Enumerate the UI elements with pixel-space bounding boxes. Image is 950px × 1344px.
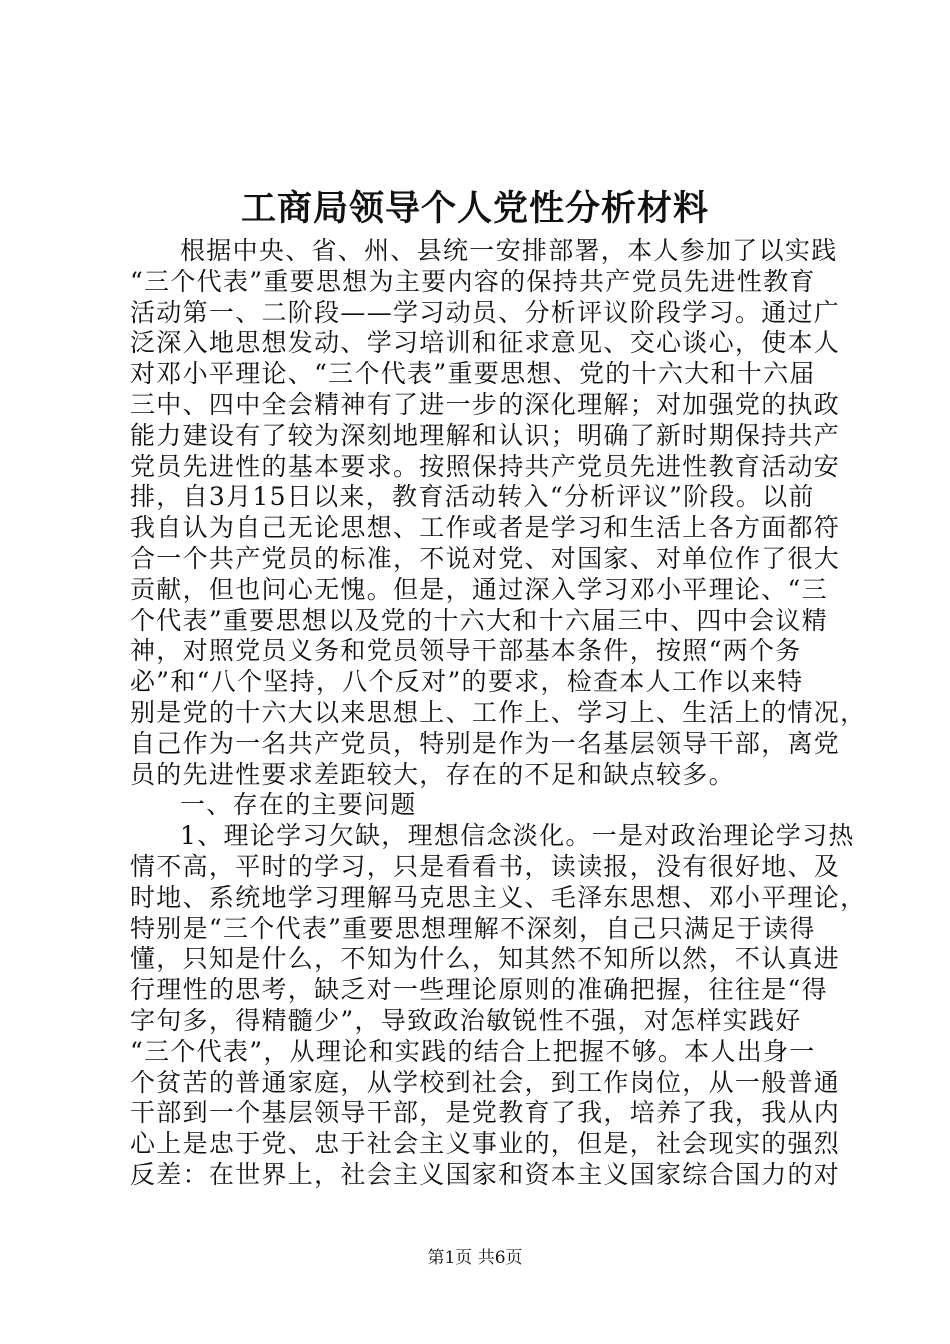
paragraph-line: 必”和“八个坚持，八个反对”的要求，检查本人工作以来特 (130, 667, 804, 697)
paragraph-line: 情不高，平时的学习，只是看看书，读读报，没有很好地、及 (130, 851, 841, 881)
paragraph-line: 自己作为一名共产党员，特别是作为一名基层领导干部，离党 (130, 728, 841, 758)
paragraph-line: 字句多，得精髓少”，导致政治敏锐性不强，对怎样实践好 (130, 1005, 802, 1035)
paragraph-line: 合一个共产党员的标准，不说对党、对国家、对单位作了很大 (130, 543, 841, 573)
paragraph-line: 神，对照党员义务和党员领导干部基本条件，按照“两个务 (130, 636, 802, 666)
paragraph-line: 1、理论学习欠缺，理想信念淡化。一是对政治理论学习热 (180, 821, 855, 851)
paragraph-line: 排，自3月15日以来，教育活动转入“分析评议”阶段。以前 (130, 482, 815, 512)
paragraph-line: 心上是忠于党、忠于社会主义事业的，但是，社会现实的强烈 (130, 1129, 841, 1159)
paragraph-line: 我自认为自己无论思想、工作或者是学习和生活上各方面都符 (130, 513, 841, 543)
paragraph-line: 对邓小平理论、“三个代表”重要思想、党的十六大和十六届 (130, 359, 816, 389)
document-body (130, 236, 867, 1191)
paragraph-line: 活动第一、二阶段——学习动员、分析评议阶段学习。通过广 (130, 297, 841, 327)
paragraph-line: 员的先进性要求差距较大，存在的不足和缺点较多。 (130, 759, 735, 789)
paragraph-line: 根据中央、省、州、县统一安排部署，本人参加了以实践 (180, 236, 838, 265)
paragraph-line: 反差：在世界上，社会主义国家和资本主义国家综合国力的对 (130, 1159, 841, 1189)
page-footer: 第1页 共6页 (427, 1248, 523, 1268)
paragraph-line: “三个代表”，从理论和实践的结合上把握不够。本人出身一 (130, 1036, 816, 1066)
paragraph-line: 泛深入地思想发动、学习培训和征求意见、交心谈心，使本人 (130, 328, 841, 358)
paragraph-line: 行理性的思考，缺乏对一些理论原则的准确把握，往往是“得 (130, 975, 828, 1005)
paragraph-line: 懂，只知是什么，不知为什么，知其然不知所以然，不认真进 (130, 944, 841, 974)
paragraph-line: 个代表”重要思想以及党的十六大和十六届三中、四中会议精 (130, 605, 828, 635)
paragraph-line: 时地、系统地学习理解马克思主义、毛泽东思想、邓小平理论， (130, 882, 867, 912)
paragraph-line: 党员先进性的基本要求。按照保持共产党员先进性教育活动安 (130, 451, 841, 481)
paragraph-line: 特别是“三个代表”重要思想理解不深刻，自己只满足于读得 (130, 913, 816, 943)
document-title: 工商局领导个人党性分析材料 (240, 188, 709, 229)
paragraph-line: “三个代表”重要思想为主要内容的保持共产党员先进性教育 (130, 266, 816, 296)
paragraph-line: 能力建设有了较为深刻地理解和认识；明确了新时期保持共产 (130, 420, 841, 450)
paragraph-line: 干部到一个基层领导干部，是党教育了我，培养了我，我从内 (130, 1098, 841, 1128)
paragraph-line: 贡献，但也问心无愧。但是，通过深入学习邓小平理论、“三 (130, 574, 828, 604)
paragraph-line: 别是党的十六大以来思想上、工作上、学习上、生活上的情况， (130, 697, 867, 727)
paragraph-line: 三中、四中全会精神有了进一步的深化理解；对加强党的执政 (130, 389, 841, 419)
paragraph-line: 个贫苦的普通家庭，从学校到社会，到工作岗位，从一般普通 (130, 1067, 841, 1097)
section-heading: 一、存在的主要问题 (180, 790, 417, 820)
